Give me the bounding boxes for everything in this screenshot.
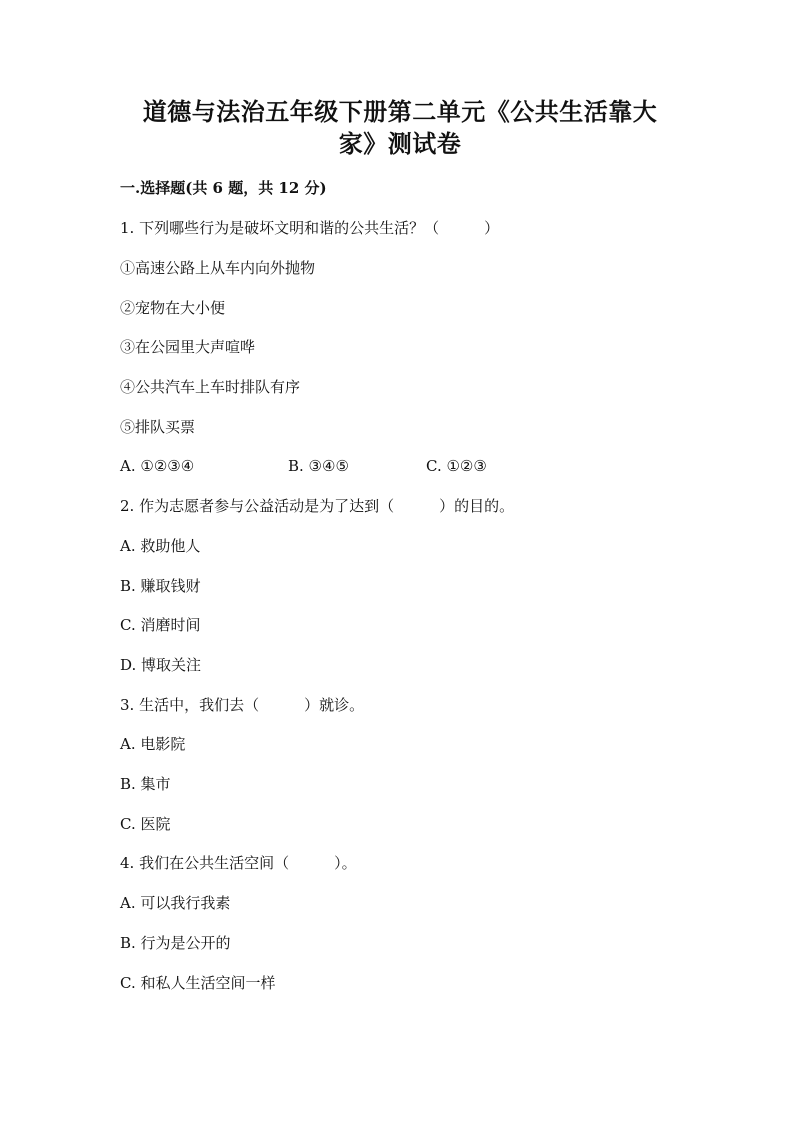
question-1-stem: 1. 下列哪些行为是破坏文明和谐的公共生活？（ ） [120, 219, 500, 237]
question-3-option-b: B. 集市 [120, 775, 171, 793]
question-3-option-c: C. 医院 [120, 815, 171, 833]
question-3-option-a: A. 电影院 [120, 735, 186, 753]
question-4-stem: 4. 我们在公共生活空间（ ）。 [120, 854, 357, 872]
page-title-line-1: 道德与法治五年级下册第二单元《公共生活靠大 [142, 97, 658, 126]
question-1-item-4: ④公共汽车上车时排队有序 [120, 378, 301, 396]
question-1-options [120, 456, 680, 476]
question-1-item-2: ②宠物在大小便 [120, 299, 226, 317]
question-2-option-c: C. 消磨时间 [120, 616, 201, 634]
question-1-item-5: ⑤排队买票 [120, 418, 196, 436]
question-3-stem: 3. 生活中，我们去（ ）就诊。 [120, 696, 365, 714]
question-2-stem: 2. 作为志愿者参与公益活动是为了达到（ ）的目的。 [120, 497, 515, 515]
question-1-option-a: A. ①②③④ [120, 457, 195, 475]
page-title-line-2: 家》测试卷 [338, 129, 462, 158]
question-1-option-c: C. ①②③ [426, 457, 487, 475]
section-heading: 一.选择题(共 6 题，共 12 分) [120, 179, 327, 197]
question-4-option-b: B. 行为是公开的 [120, 934, 231, 952]
question-2-option-d: D. 博取关注 [120, 656, 202, 674]
question-1-item-1: ①高速公路上从车内向外抛物 [120, 259, 316, 277]
question-2-option-b: B. 赚取钱财 [120, 577, 201, 595]
question-4-option-c: C. 和私人生活空间一样 [120, 974, 276, 992]
question-2-option-a: A. 救助他人 [120, 537, 201, 555]
question-1-option-b: B. ③④⑤ [288, 457, 349, 475]
question-4-option-a: A. 可以我行我素 [120, 894, 231, 912]
question-1-item-3: ③在公园里大声喧哗 [120, 338, 256, 356]
